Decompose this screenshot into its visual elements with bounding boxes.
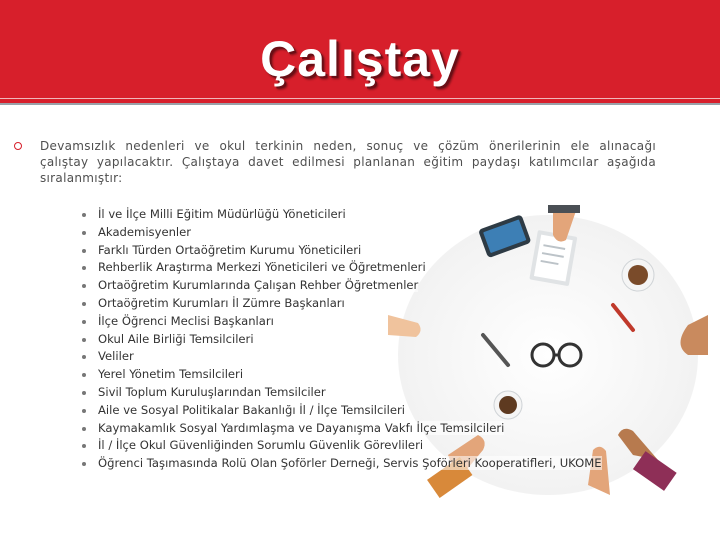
list-item: Akademisyenler [80, 224, 602, 242]
list-item: Veliler [80, 348, 602, 366]
list-item: Öğrenci Taşımasında Rolü Olan Şoförler Derneği, Servis Şoförleri Kooperatifleri, UKOME [80, 455, 602, 473]
list-item: Ortaöğretim Kurumları İl Zümre Başkanları [80, 295, 602, 313]
list-item: İl / İlçe Okul Güvenliğinden Sorumlu Güvenlik Görevlileri [80, 437, 602, 455]
list-item: Farklı Türden Ortaöğretim Kurumu Yöneticileri [80, 242, 602, 260]
slide-title: Çalıştay [260, 31, 460, 87]
list-item: İl ve İlçe Milli Eğitim Müdürlüğü Yöneticileri [80, 206, 602, 224]
list-item: Ortaöğretim Kurumlarında Çalışan Rehber Öğretmenler [80, 277, 602, 295]
list-item: Sivil Toplum Kuruluşlarından Temsilciler [80, 384, 602, 402]
list-item: Okul Aile Birliği Temsilcileri [80, 331, 602, 349]
intro-text: Devamsızlık nedenleri ve okul terkinin neden, sonuç ve çözüm önerilerinin ele alınacağı çalıştay yapılacaktır. Çalıştaya davet edilmesi planlanan eğitim paydaşı katılımcılar aşağıda sıralanmıştır: [40, 139, 656, 185]
title-bar [0, 0, 720, 105]
list-item: Yerel Yönetim Temsilcileri [80, 366, 602, 384]
list-item: İlçe Öğrenci Meclisi Başkanları [80, 313, 602, 331]
list-item: Kaymakamlık Sosyal Yardımlaşma ve Dayanışma Vakfı İlçe Temsilcileri [80, 420, 602, 438]
bullet-circle-icon [14, 142, 22, 150]
list-item: Rehberlik Araştırma Merkezi Yöneticileri ve Öğretmenleri [80, 259, 602, 277]
participant-list [80, 206, 602, 473]
title-bar-divider [0, 98, 720, 99]
coffee-cup-icon [622, 259, 654, 291]
list-item: Aile ve Sosyal Politikalar Bakanlığı İl / İlçe Temsilcileri [80, 402, 602, 420]
intro-paragraph [40, 138, 656, 186]
